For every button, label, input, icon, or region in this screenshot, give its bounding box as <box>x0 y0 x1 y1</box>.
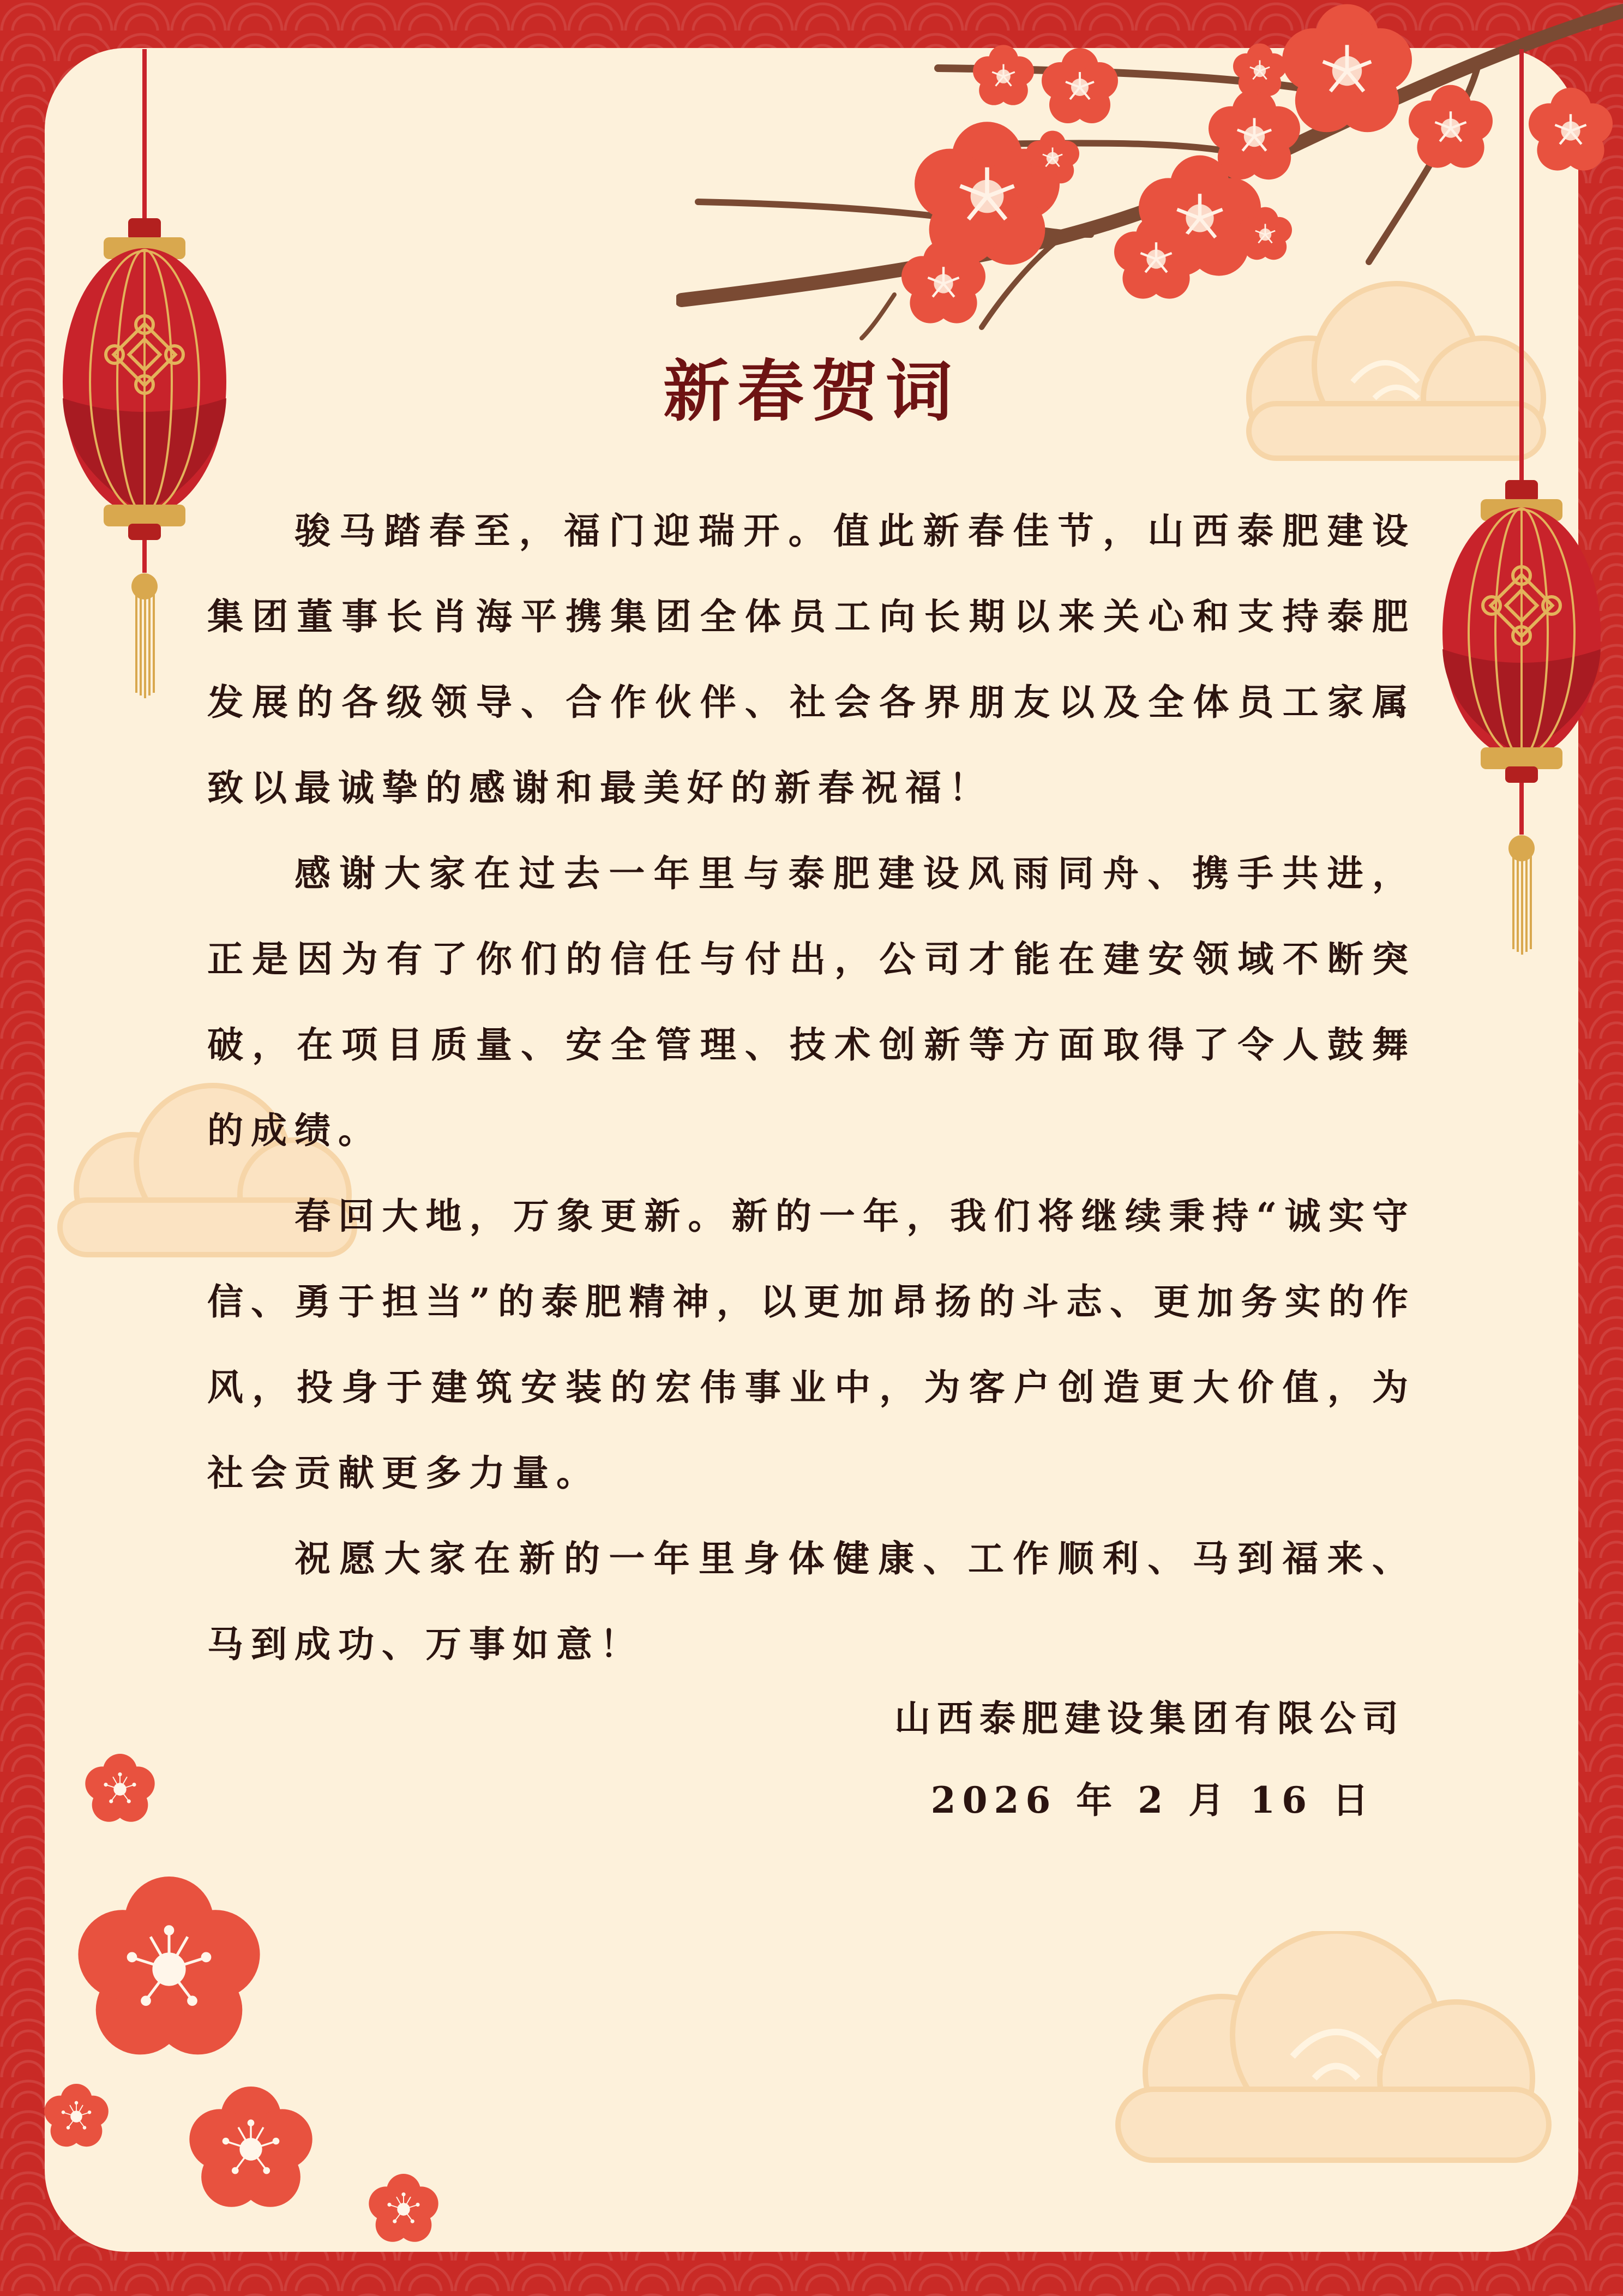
red-lantern-icon <box>1440 49 1603 955</box>
paragraph: 感谢大家在过去一年里与泰肥建设风雨同舟、携手共进，正是因为有了你们的信任与付出，公司才能在建安领域不断突破，在项目质量、安全管理、技术创新等方面取得了令人鼓舞的成绩。 <box>207 852 1416 1152</box>
letter-body <box>207 488 1416 1687</box>
paragraph: 春回大地，万象更新。新的一年，我们将继续秉持“诚实守信、勇于担当”的泰肥精神，以更加昂扬的斗志、更加务实的作风，投身于建筑安装的宏伟事业中，为客户创造更大价值，为社会贡献更多力量。 <box>207 1195 1416 1494</box>
paragraph: 祝愿大家在新的一年里身体健康、工作顺利、马到福来、马到成功、万事如意！ <box>207 1537 1416 1665</box>
company-name: 山西泰肥建设集团有限公司 <box>894 1697 1405 1740</box>
auspicious-cloud-icon <box>1085 1931 1576 2177</box>
plum-blossom-icon <box>33 1735 524 2296</box>
paragraph: 骏马踏春至，福门迎瑞开。值此新春佳节，山西泰肥建设集团董事长肖海平携集团全体员工向长期以来关心和支持泰肥发展的各级领导、合作伙伴、社会各界朋友以及全体员工家属致以最诚挚的感谢和最美好的新春祝福！ <box>207 509 1416 809</box>
page-title: 新春贺词 <box>663 352 960 430</box>
signature-block <box>894 1677 1405 1841</box>
sign-date: 2026 年 2 月 16 日 <box>930 1779 1375 1821</box>
